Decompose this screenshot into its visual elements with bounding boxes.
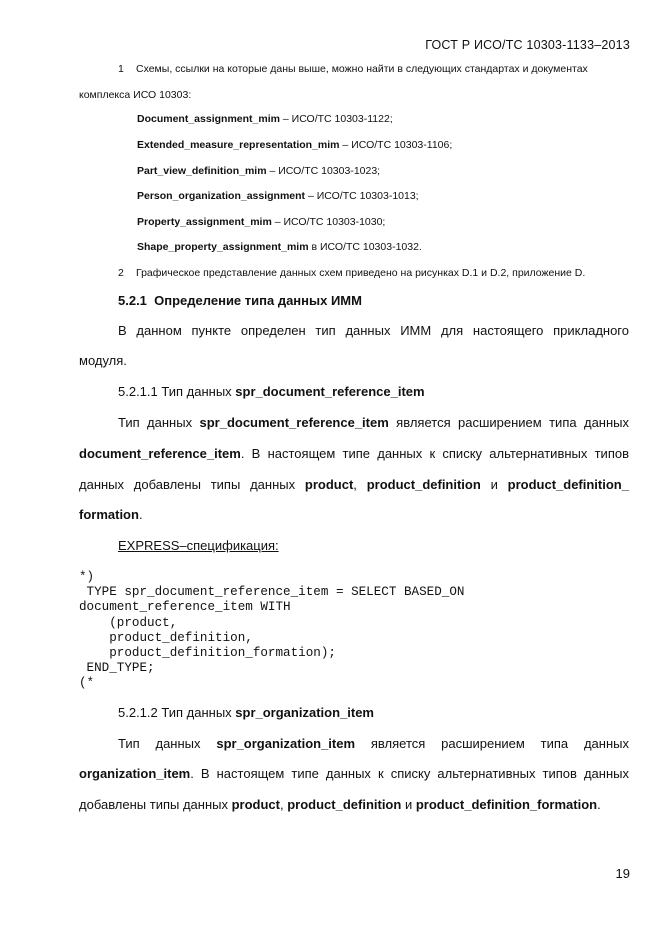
- type-name: document_reference_item: [79, 446, 241, 461]
- express-specification-label: EXPRESS–спецификация:: [118, 538, 279, 553]
- text-run: .: [138, 507, 143, 522]
- document-header-title: ГОСТ Р ИСО/ТС 10303-1133–2013: [425, 38, 630, 52]
- reference-source: – ИСО/ТС 10303-1013;: [305, 190, 419, 202]
- text-run: .: [597, 797, 601, 812]
- type-name: spr_organization_item: [216, 736, 356, 751]
- subsection-2-heading-type: spr_organization_item: [235, 705, 374, 720]
- text-run: Тип данных: [118, 415, 200, 430]
- note-2-text: Графическое представление данных схем приведено на рисунках D.1 и D.2, приложение D.: [136, 267, 586, 279]
- subsection-2-paragraph-line-2: [79, 766, 629, 781]
- subsection-1-heading: [118, 384, 425, 399]
- subsection-1-heading-type: spr_document_reference_item: [235, 384, 425, 399]
- reference-schema-name: Extended_measure_representation_mim: [137, 139, 340, 151]
- reference-item: [137, 190, 419, 202]
- text-run: и: [480, 477, 508, 492]
- reference-schema-name: Part_view_definition_mim: [137, 165, 267, 177]
- text-run: и: [401, 797, 416, 812]
- reference-source: – ИСО/ТС 10303-1030;: [271, 216, 386, 228]
- text-run: . В настоящем типе данных к списку альтернативных типов: [240, 446, 629, 461]
- type-name: spr_document_reference_item: [199, 415, 389, 430]
- reference-source: – ИСО/ТС 10303-1106;: [339, 139, 453, 151]
- text-run: ,: [353, 477, 367, 492]
- text-run: Тип данных: [118, 736, 217, 751]
- section-number: 5.2.1: [118, 293, 147, 308]
- section-heading: [118, 293, 362, 308]
- subsection-2-paragraph-line-1: [118, 736, 629, 751]
- text-run: является расширением типа данных: [388, 415, 629, 430]
- reference-schema-name: Shape_property_assignment_mim: [137, 241, 309, 253]
- subsection-1-paragraph-line-2: [79, 446, 629, 461]
- reference-source: – ИСО/ТС 10303-1122;: [279, 113, 393, 125]
- reference-item: [137, 216, 385, 228]
- text-run: . В настоящем типе данных к списку альтернативных типов данных: [190, 766, 629, 781]
- reference-source: в ИСО/ТС 10303-1032.: [308, 241, 422, 253]
- subsection-1-paragraph-line-4: [79, 507, 143, 522]
- subsection-2-heading: [118, 705, 374, 720]
- text-run: ,: [279, 797, 288, 812]
- note-1-number: 1: [118, 63, 124, 75]
- section-paragraph-line-1: В данном пункте определен тип данных ИММ для настоящего прикладного: [118, 323, 629, 338]
- text-run: добавлены типы данных: [79, 797, 232, 812]
- type-name: organization_item: [79, 766, 191, 781]
- page-number: 19: [615, 866, 630, 881]
- reference-item: [137, 165, 380, 177]
- subsection-1-heading-prefix: 5.2.1.1 Тип данных: [118, 384, 236, 399]
- reference-item: [137, 241, 422, 253]
- reference-schema-name: Document_assignment_mim: [137, 113, 280, 125]
- reference-schema-name: Property_assignment_mim: [137, 216, 272, 228]
- type-name: product_definition: [287, 797, 402, 812]
- subsection-1-paragraph-line-1: [118, 415, 629, 430]
- type-name: product_definition: [366, 477, 481, 492]
- text-run: данных добавлены типы данных: [79, 477, 305, 492]
- type-name: product_definition_: [507, 477, 629, 492]
- subsection-2-paragraph-line-3: [79, 797, 601, 812]
- note-1-line-2: комплекса ИСО 10303:: [79, 89, 192, 101]
- note-2-number: 2: [118, 267, 124, 279]
- section-title: Определение типа данных ИММ: [154, 293, 362, 308]
- reference-source: – ИСО/ТС 10303-1023;: [266, 165, 381, 177]
- reference-item: [137, 139, 452, 151]
- type-name: product: [304, 477, 354, 492]
- subsection-1-paragraph-line-3: [79, 477, 629, 492]
- type-name: product_definition_formation: [415, 797, 598, 812]
- note-1-line-1: Схемы, ссылки на которые даны выше, можно найти в следующих стандартах и документах: [136, 63, 588, 75]
- section-paragraph-line-2: модуля.: [79, 353, 127, 368]
- express-code-block: *) TYPE spr_document_reference_item = SELECT BASED_ON document_reference_item WITH (product, product_definition, product_definition_formation); END_TYPE; (*: [79, 570, 465, 691]
- subsection-2-heading-prefix: 5.2.1.2 Тип данных: [118, 705, 236, 720]
- type-name: formation: [79, 507, 139, 522]
- reference-item: [137, 113, 393, 125]
- text-run: является расширением типа данных: [355, 736, 629, 751]
- reference-schema-name: Person_organization_assignment: [137, 190, 306, 202]
- type-name: product: [231, 797, 280, 812]
